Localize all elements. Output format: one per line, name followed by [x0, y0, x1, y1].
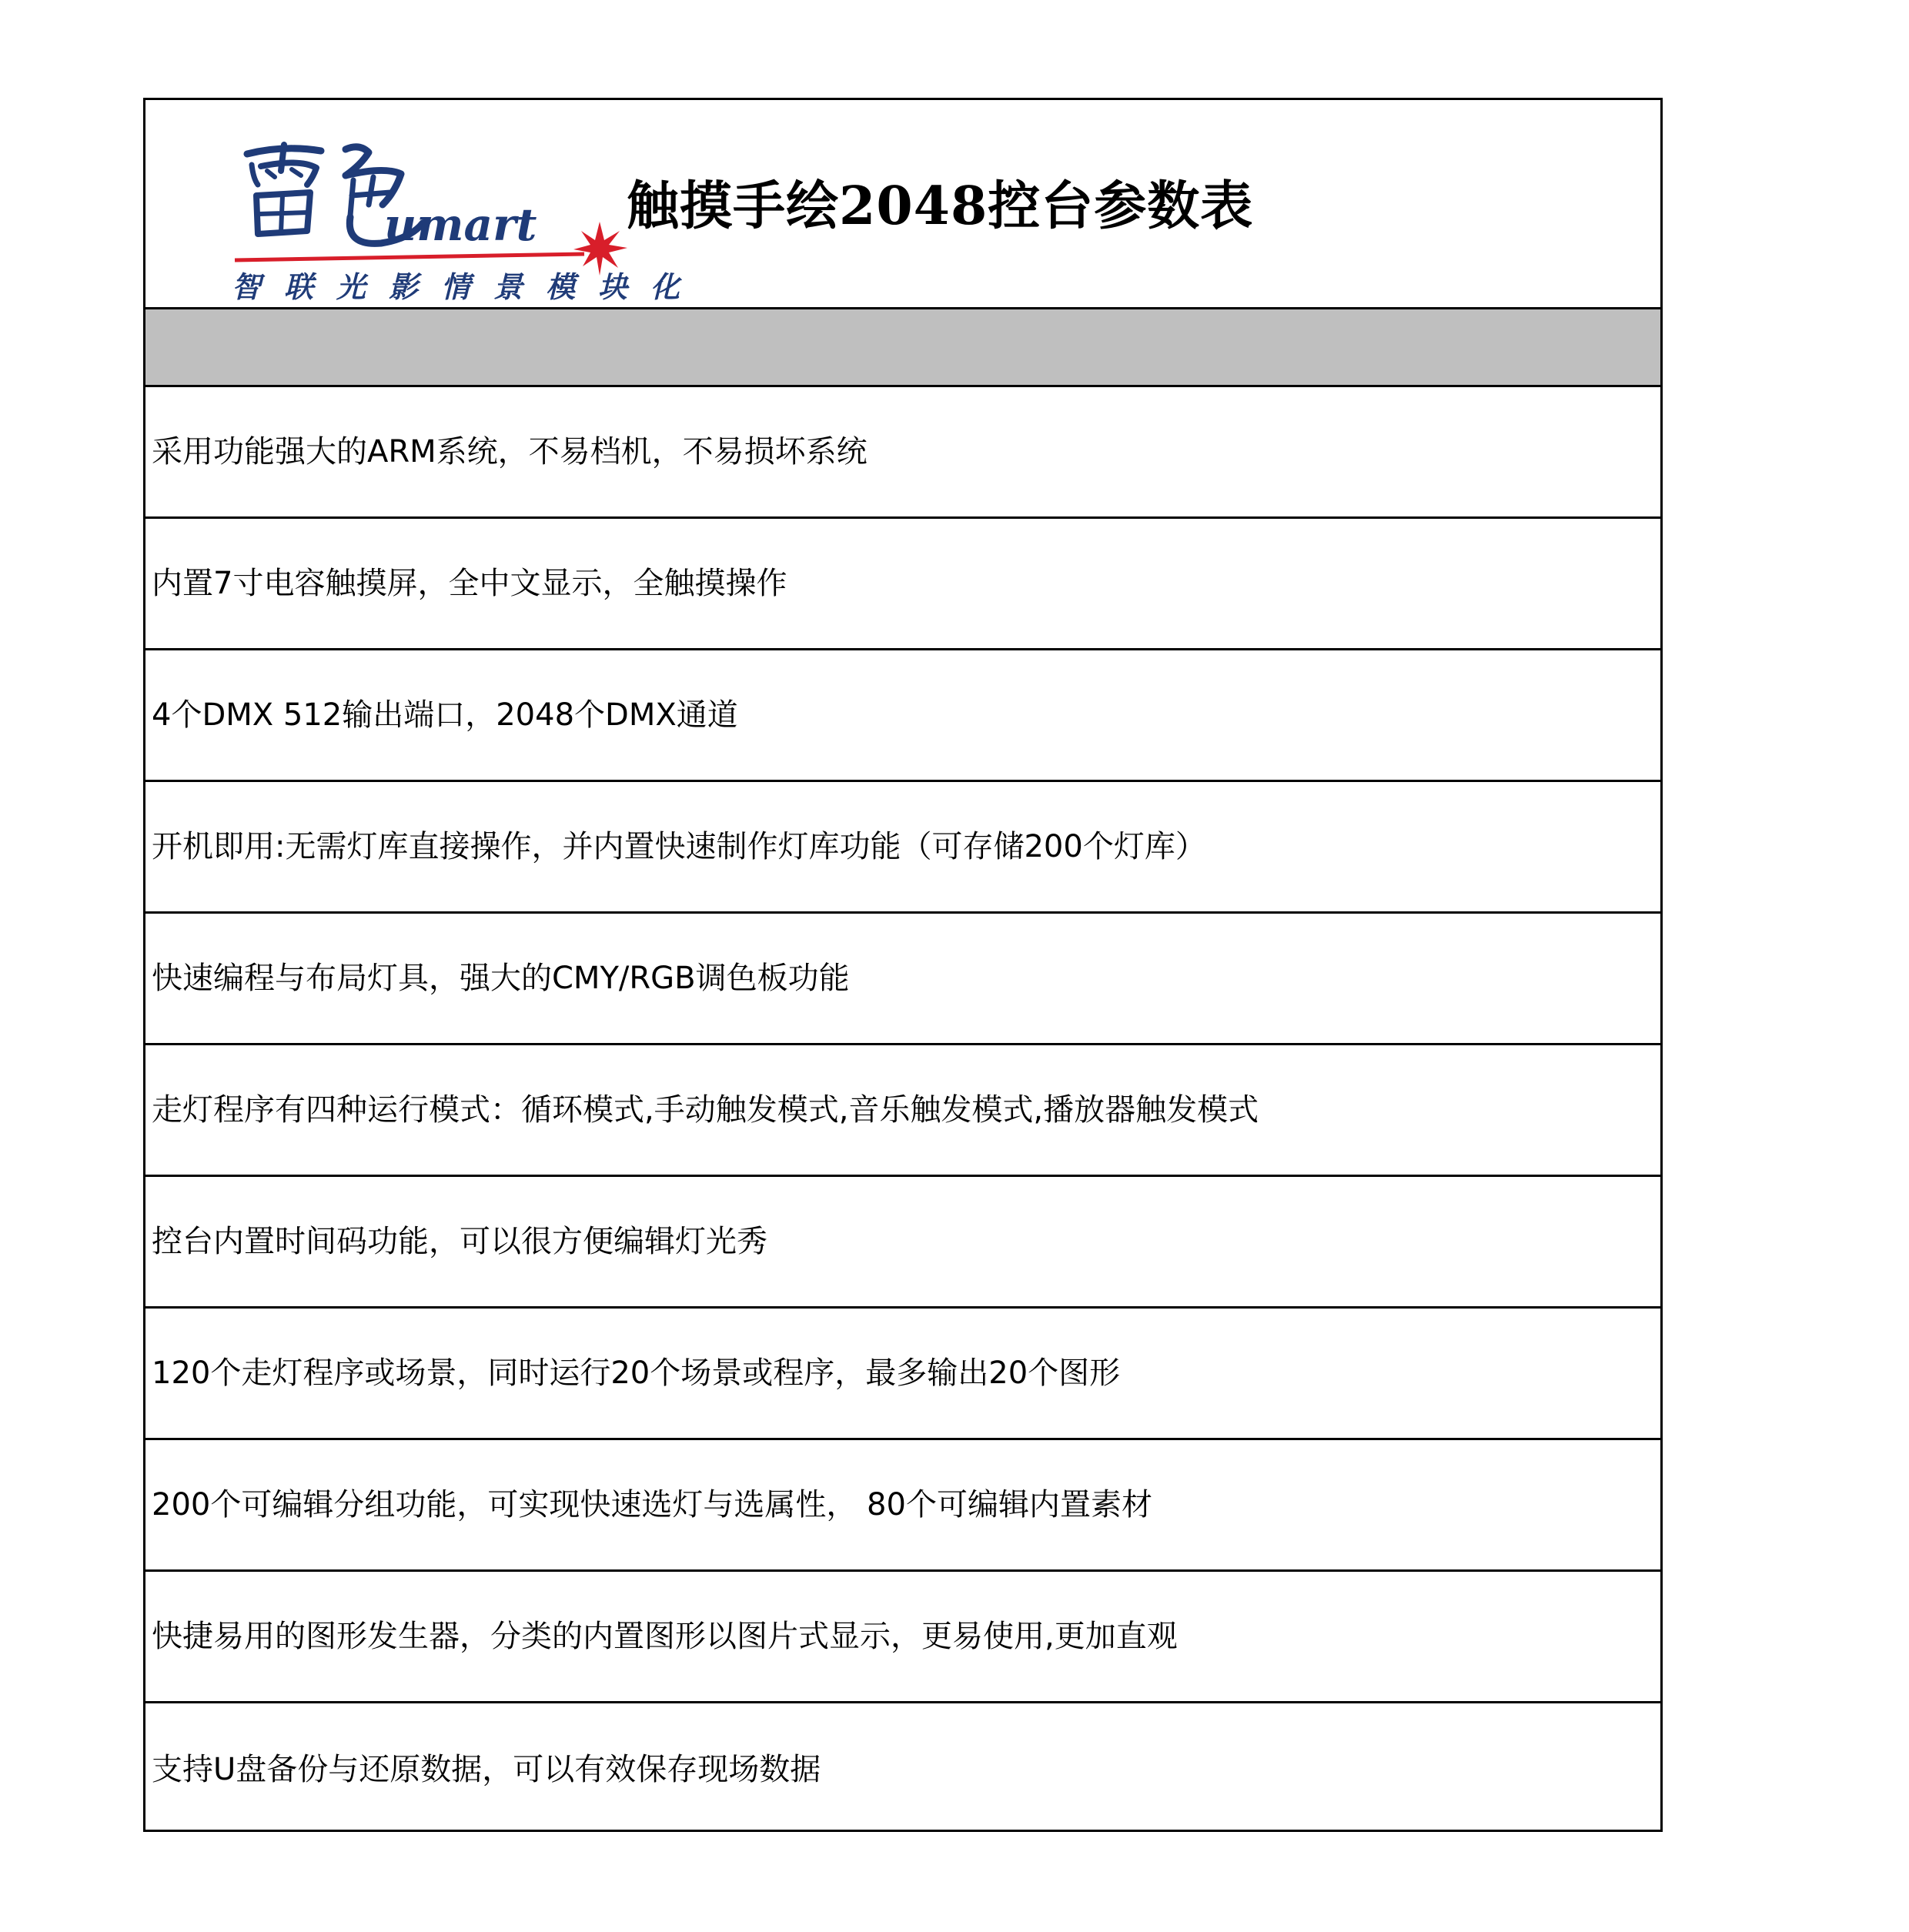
feature-text: 控台内置时间码功能，可以很方便编辑灯光秀 [152, 1224, 767, 1259]
feature-row [145, 1177, 1660, 1309]
feature-row [145, 1703, 1660, 1835]
feature-row [145, 519, 1660, 650]
feature-row [145, 387, 1660, 519]
brand-slogan: 智联光影情景模块化 [232, 269, 704, 304]
feature-text: 内置7寸电容触摸屏，全中文显示，全触摸操作 [152, 566, 787, 601]
page-title: 触摸手绘2048控台参数表 [627, 175, 1254, 237]
sheet-header [145, 100, 1660, 309]
feature-row [145, 1572, 1660, 1703]
feature-text: 120个走灯程序或场景，同时运行20个场景或程序，最多输出20个图形 [152, 1355, 1121, 1391]
brand-wordmark: umart [384, 199, 537, 251]
feature-list [145, 387, 1660, 1835]
feature-row [145, 782, 1660, 914]
feature-text: 采用功能强大的ARM系统，不易档机，不易损坏系统 [152, 434, 868, 470]
feature-row [145, 1309, 1660, 1440]
feature-row [145, 914, 1660, 1045]
feature-text: 4个DMX 512输出端口，2048个DMX通道 [152, 697, 738, 733]
feature-text: 支持U盘备份与还原数据，可以有效保存现场数据 [152, 1751, 821, 1787]
spec-sheet [143, 98, 1663, 1832]
feature-row [145, 1440, 1660, 1572]
feature-row [145, 650, 1660, 782]
feature-text: 快捷易用的图形发生器，分类的内置图形以图片式显示，更易使用,更加直观 [152, 1619, 1178, 1654]
section-band [145, 309, 1660, 387]
feature-row [145, 1045, 1660, 1177]
feature-text: 开机即用:无需灯库直接操作，并内置快速制作灯库功能（可存储200个灯库） [152, 829, 1206, 864]
red-star-icon [573, 222, 627, 276]
feature-text: 快速编程与布局灯具，强大的CMY/RGB调色板功能 [152, 961, 850, 996]
feature-text: 走灯程序有四种运行模式：循环模式,手动触发模式,音乐触发模式,播放器触发模式 [152, 1092, 1259, 1128]
feature-text: 200个可编辑分组功能，可实现快速选灯与选属性， 80个可编辑内置素材 [152, 1487, 1152, 1523]
